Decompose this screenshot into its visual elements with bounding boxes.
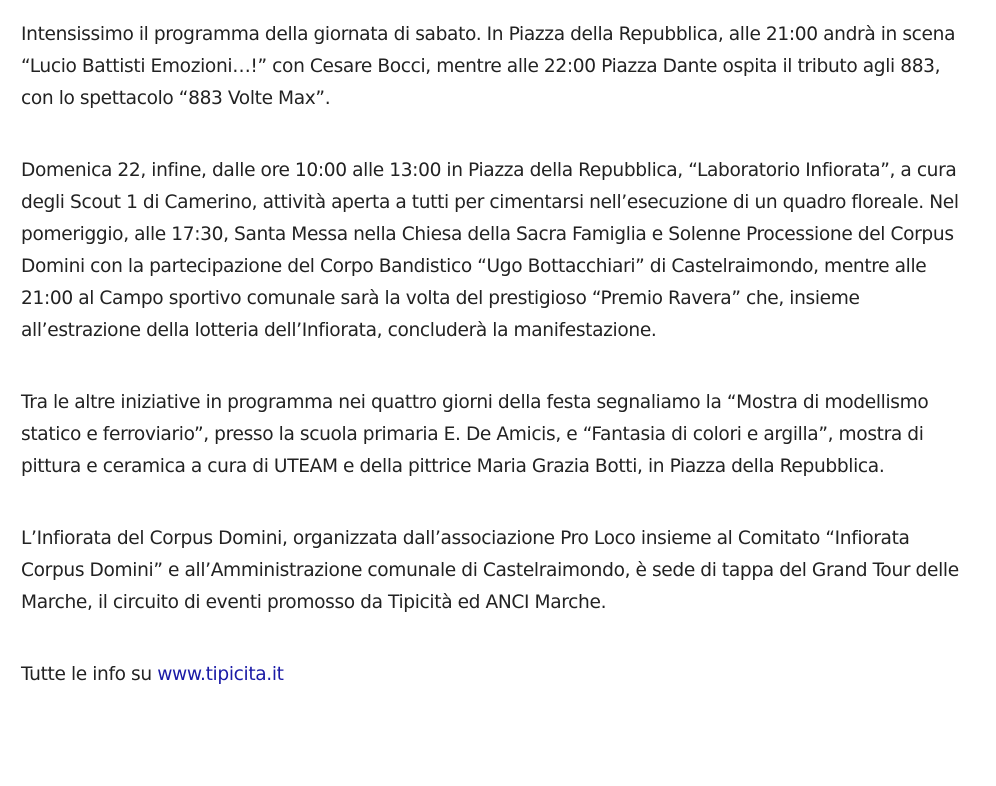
- paragraph-other-initiatives: Tra le altre iniziative in programma nei quattro giorni della festa segnaliamo la “Mostra di modellismo statico e ferroviario”, presso la scuola primaria E. De Amicis, e “Fantasia di colori e argilla”, mostra di pittura e ceramica a cura di UTEAM e della pittrice Maria Grazia Botti, in Piazza della Repubblica.: [21, 392, 929, 477]
- paragraph-sunday-program: Domenica 22, infine, dalle ore 10:00 alle 13:00 in Piazza della Repubblica, “Laboratorio Infiorata”, a cura degli Scout 1 di Camerino, attività aperta a tutti per cimentarsi nell’esecuzione di un quadro floreale. Nel pomeriggio, alle 17:30, Santa Messa nella Chiesa della Sacra Famiglia e Solenne Processione del Corpus Domini con la partecipazione del Corpo Bandistico “Ugo Bottacchiari” di Castelraimondo, mentre alle 21:00 al Campo sportivo comunale sarà la volta del prestigioso “Premio Ravera” che, insieme all’estrazione della lotteria dell’Infiorata, concluderà la manifestazione.: [21, 160, 959, 341]
- paragraph-infiorata-description: L’Infiorata del Corpus Domini, organizzata dall’associazione Pro Loco insieme al Comitato “Infiorata Corpus Domini” e all’Amministrazione comunale di Castelraimondo, è sede di tappa del Grand Tour delle Marche, il circuito di eventi promosso da Tipicità ed ANCI Marche.: [21, 528, 959, 613]
- article-body: [21, 19, 961, 691]
- tipicita-link[interactable]: www.tipicita.it: [157, 664, 284, 685]
- paragraph-info: [21, 659, 961, 691]
- info-prefix-text: Tutte le info su: [21, 664, 158, 685]
- paragraph-saturday-program: Intensissimo il programma della giornata di sabato. In Piazza della Repubblica, alle 21:00 andrà in scena “Lucio Battisti Emozioni…!” con Cesare Bocci, mentre alle 22:00 Piazza Dante ospita il tributo agli 883, con lo spettacolo “883 Volte Max”.: [21, 24, 956, 109]
